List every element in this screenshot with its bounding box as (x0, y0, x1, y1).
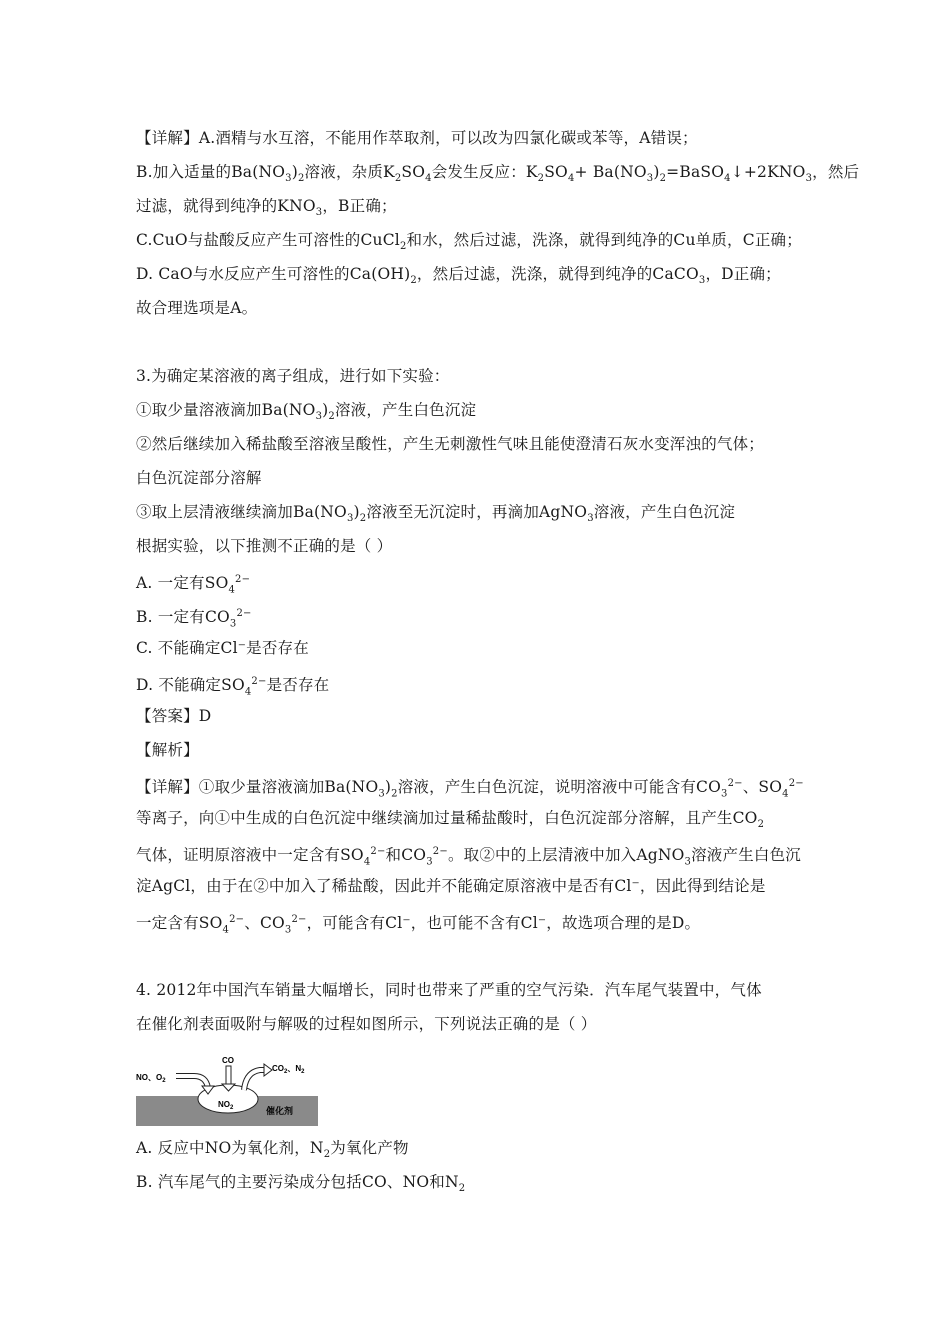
superscript: 2− (788, 778, 804, 789)
subscript: 4 (724, 173, 731, 185)
subscript: 3 (698, 275, 706, 287)
q3-explanation-line-5 (136, 910, 700, 940)
subscript: 3 (587, 513, 594, 525)
text: B.加入适量的Ba(NO (136, 163, 286, 181)
arrow-out-head (264, 1064, 272, 1076)
subscript: 2 (399, 241, 407, 253)
subscript: 2 (410, 275, 417, 287)
text: ①取少量溶液滴加Ba(NO (136, 401, 316, 419)
text: 为氧化产物 (330, 1139, 409, 1157)
q3-analysis-heading: 【解析】 (136, 741, 199, 759)
superscript: 2− (727, 778, 743, 789)
text: ，然后过滤，洗涤，就得到纯净的CaCO (416, 265, 699, 283)
text: ) (653, 163, 660, 181)
superscript: 2− (370, 846, 386, 857)
q3-step-2: ②然后继续加入稀盐酸至溶液呈酸性，产生无刺激性气味且能使澄清石灰水变浑浊的气体； (136, 435, 765, 453)
subscript: 3 (684, 856, 692, 868)
q3-step-1 (136, 400, 476, 427)
subscript: 2 (328, 411, 335, 423)
q2-explanation-line-1 (136, 128, 698, 148)
text: 溶液，产生白色沉淀，说明溶液中可能含有CO (397, 778, 722, 797)
superscript: 2− (229, 914, 245, 925)
q2-explanation-line-6: 故合理选项是A。 (136, 299, 258, 317)
subscript: 3 (315, 207, 323, 219)
q3-explanation-line-2 (136, 808, 764, 835)
superscript: 2− (235, 574, 251, 585)
subscript: 3 (284, 924, 292, 936)
text: 溶液，杂质K (304, 163, 395, 181)
subscript: 2 (359, 513, 367, 525)
subscript: 4 (222, 924, 230, 936)
q3-answer: 【答案】D (136, 707, 212, 725)
text: 是否存在 (266, 676, 330, 695)
q4-stem-line-1: 4. 2012年中国汽车销量大幅增长，同时也带来了严重的空气污染．汽车尾气装置中，气体 (136, 981, 762, 999)
subscript: 2 (297, 173, 305, 185)
subscript: 2 (458, 1183, 466, 1195)
subscript: 4 (425, 173, 432, 185)
subscript: 3 (646, 173, 654, 185)
text: B. 一定有CO (136, 608, 230, 627)
q3-explanation-line-1 (136, 774, 804, 804)
text: 溶液产生白色沉 (691, 846, 801, 865)
text: ，可能含有Cl⁻，也可能不含有Cl⁻，故选项合理的是D。 (306, 914, 701, 933)
label-no-o2: NO、$O_2$ (136, 1073, 166, 1084)
text: ) (353, 503, 360, 521)
superscript: 2− (236, 608, 252, 619)
co-arrow-shaft (226, 1066, 231, 1084)
text: ) (322, 401, 329, 419)
subscript: 3 (346, 513, 354, 525)
text: 等离子，向①中生成的白色沉淀中继续滴加过量稀盐酸时，白色沉淀部分溶解，且产生CO (136, 809, 758, 827)
q2-explanation-line-3 (136, 196, 397, 223)
subscript: 3 (721, 788, 728, 800)
text: C.CuO与盐酸反应产生可溶性的CuCl (136, 231, 400, 249)
text: ↓+2KNO (730, 163, 806, 181)
q3-step-3 (136, 502, 735, 529)
text: 过滤，就得到纯净的KNO (136, 197, 316, 215)
subscript: 4 (244, 686, 252, 698)
subscript: 2 (537, 173, 545, 185)
text: 溶液至无沉淀时，再滴加AgNO (366, 503, 588, 521)
text: 溶液，产生白色沉淀 (334, 401, 477, 419)
text: A. 反应中NO为氧化剂，N (136, 1139, 324, 1157)
text: D. CaO与水反应产生可溶性的Ca(OH) (136, 265, 411, 283)
label-co: CO (222, 1056, 234, 1065)
subscript: 4 (567, 173, 575, 185)
subscript: 4 (228, 584, 236, 596)
text: D. 不能确定SO (136, 676, 245, 695)
explanation-tag: 【详解】 (136, 129, 199, 147)
q3-option-a (136, 570, 250, 600)
text: 气体，证明原溶液中一定含有SO (136, 846, 364, 865)
q2-explanation-line-5 (136, 264, 781, 291)
text: 。取②中的上层清液中加入AgNO (447, 846, 685, 865)
q4-stem-line-2: 在催化剂表面吸附与解吸的过程如图所示，下列说法正确的是（ ） (136, 1015, 597, 1033)
text: 会发生反应：K (431, 163, 538, 181)
label-no2: $NO_2$ (218, 1100, 234, 1111)
q3-explanation-line-3 (136, 842, 801, 872)
subscript: 3 (285, 173, 292, 185)
superscript: 2− (291, 914, 307, 925)
q4-option-a (136, 1138, 409, 1165)
text: ，D正确； (705, 265, 781, 283)
q4-option-b (136, 1172, 465, 1199)
text: SO (544, 163, 568, 181)
q3-option-c: C. 不能确定Cl⁻是否存在 (136, 639, 309, 657)
text: B. 汽车尾气的主要污染成分包括CO、NO和N (136, 1173, 459, 1191)
q2-explanation-line-4 (136, 230, 802, 257)
text: 溶液，产生白色沉淀 (593, 503, 736, 521)
text: + Ba(NO (574, 163, 647, 181)
subscript: 2 (394, 173, 402, 185)
subscript: 3 (805, 173, 813, 185)
subscript: 2 (757, 819, 765, 831)
text: 和水，然后过滤，洗涤，就得到纯净的Cu单质，C正确； (406, 231, 802, 249)
text: 【详解】①取少量溶液滴加Ba(NO (136, 778, 379, 797)
q3-question: 根据实验，以下推测不正确的是（ ） (136, 537, 393, 555)
subscript: 2 (659, 173, 667, 185)
subscript: 3 (426, 856, 433, 868)
text: 一定含有SO (136, 914, 223, 933)
text: 、CO (244, 914, 285, 933)
subscript: 3 (315, 411, 323, 423)
text: 和CO (385, 846, 427, 865)
subscript: 3 (229, 618, 237, 630)
text: A.酒精与水互溶，不能用作萃取剂，可以改为四氯化碳或苯等，A错误； (198, 129, 698, 147)
text: ) (291, 163, 298, 181)
q3-stem: 3.为确定某溶液的离子组成，进行如下实验： (136, 367, 450, 385)
subscript: 2 (323, 1149, 331, 1161)
q3-option-d (136, 672, 329, 702)
text: SO (401, 163, 426, 181)
superscript: 2− (251, 676, 267, 687)
subscript: 4 (782, 788, 789, 800)
subscript: 3 (378, 788, 385, 800)
label-co2-n2: $CO_2$、$N_2$ (272, 1064, 305, 1075)
text: 、SO (742, 778, 783, 797)
catalyst-adsorption-diagram (136, 1054, 318, 1126)
q3-explanation-line-4: 淀AgCl，由于在②中加入了稀盐酸，因此并不能确定原溶液中是否有Cl⁻，因此得到结论是 (136, 877, 766, 895)
q2-explanation-line-2 (136, 162, 859, 189)
text: =BaSO (666, 163, 725, 181)
subscript: 4 (363, 856, 371, 868)
superscript: 2− (432, 846, 448, 857)
text: ，B正确； (322, 197, 397, 215)
text: A. 一定有SO (136, 574, 229, 593)
text: ) (384, 778, 392, 797)
text: ③取上层清液继续滴加Ba(NO (136, 503, 347, 521)
subscript: 2 (391, 788, 398, 800)
q3-option-b (136, 604, 252, 634)
q3-step-2-cont: 白色沉淀部分溶解 (136, 469, 262, 487)
label-catalyst: 催化剂 (266, 1107, 294, 1117)
text: ，然后 (812, 163, 860, 181)
